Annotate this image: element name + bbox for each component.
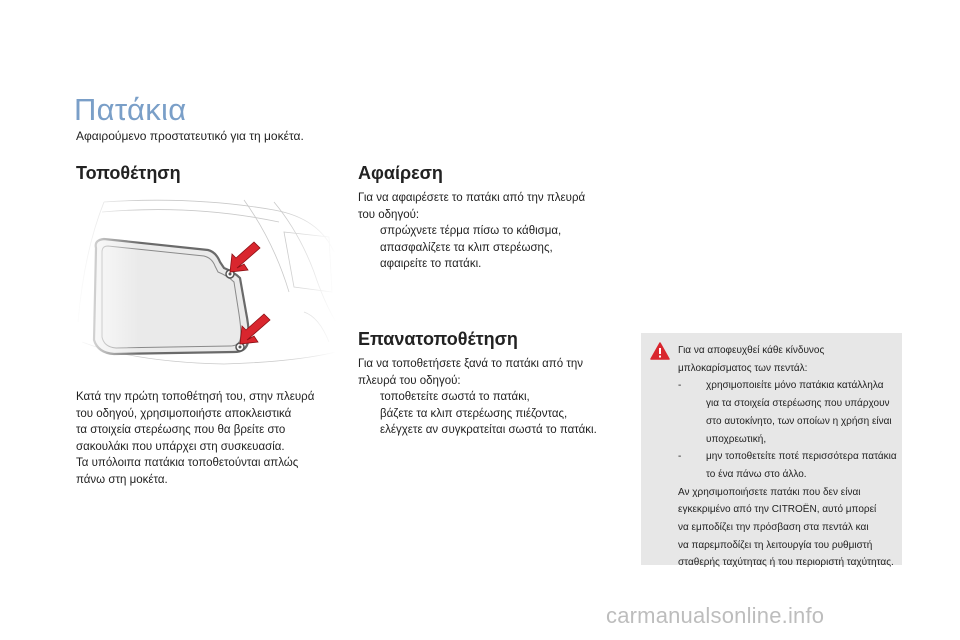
footer-watermark: carmanualsonline.info	[606, 603, 825, 628]
page-subtitle: Αφαιρούμενο προστατευτικό για τη μοκέτα.	[76, 129, 304, 143]
fitting-line: Τα υπόλοιπα πατάκια τοποθετούνται απλώς	[76, 457, 299, 469]
warning-outro-line: εγκεκριμένο από την CITROËN, αυτό μπορεί	[678, 504, 877, 516]
list-item: βάζετε τα κλιπ στερέωσης πιέζοντας,	[380, 407, 568, 420]
list-item: τοποθετείτε σωστά το πατάκι,	[380, 391, 530, 403]
removal-heading: Αφαίρεση	[358, 163, 443, 183]
removal-body	[358, 190, 628, 273]
fitting-heading: Τοποθέτηση	[76, 163, 181, 183]
warning-list-item: - μην τοποθετείτε ποτέ περισσότερα πατάκια το ένα πάνω στο άλλο.	[678, 448, 900, 483]
warning-list-item: - χρησιμοποιείτε μόνο πατάκια κατάλληλα για τα στοιχεία στερέωσης που υπάρχουν στο αυτοκίνητο, των οποίων η χρήση είναι υποχρεωτική,	[678, 377, 900, 448]
page-title: Πατάκια	[74, 92, 187, 127]
list-item: ελέγχετε αν συγκρατείται σωστά το πατάκι.	[380, 424, 597, 436]
refitting-heading: Επανατοποθέτηση	[358, 329, 518, 349]
fitting-line: τα στοιχεία στερέωσης που θα βρείτε στο	[76, 424, 286, 436]
fitting-line: πάνω στη μοκέτα.	[76, 473, 168, 486]
fitting-line: σακουλάκι που υπάρχει στη συσκευασία.	[76, 440, 285, 453]
refitting-body	[358, 356, 628, 439]
dash-icon: -	[678, 451, 682, 463]
removal-steps	[358, 223, 628, 273]
removal-intro-line: Για να αφαιρέσετε το πατάκι από την πλευρά	[358, 192, 586, 204]
refitting-intro-line: Για να τοποθετήσετε ξανά το πατάκι από την	[358, 358, 584, 370]
warning-outro-line: να εμποδίζει την πρόσβαση στα πεντάλ και	[678, 522, 869, 534]
fitting-body	[76, 389, 336, 488]
fitting-line: του οδηγού, χρησιμοποιήστε αποκλειστικά	[76, 407, 292, 420]
fitting-line: Κατά την πρώτη τοποθέτησή του, στην πλευρά	[76, 391, 315, 403]
warning-text	[678, 342, 900, 572]
warning-intro-line: μπλοκαρίσματος των πεντάλ:	[678, 362, 808, 374]
warning-icon	[650, 342, 670, 360]
warning-outro-line: Αν χρησιμοποιήσετε πατάκι που δεν είναι	[678, 486, 861, 498]
warning-intro-line: Για να αποφευχθεί κάθε κίνδυνος	[678, 345, 825, 356]
warning-outro-line: να παρεμποδίζει τη λειτουργία του ρυθμιστή	[678, 539, 873, 551]
list-item: αφαιρείτε το πατάκι.	[380, 258, 482, 270]
list-item: απασφαλίζετε τα κλιπ στερέωσης,	[380, 241, 553, 254]
floor-mat-illustration	[74, 192, 336, 368]
warning-outro-line: σταθερής ταχύτητας ή του περιοριστή ταχύτητας.	[678, 557, 894, 569]
dash-icon: -	[678, 380, 682, 392]
removal-intro-line: του οδηγού:	[358, 208, 420, 221]
refitting-steps	[358, 389, 628, 439]
refitting-intro-line: πλευρά του οδηγού:	[358, 374, 461, 387]
list-item: σπρώχνετε τέρμα πίσω το κάθισμα,	[380, 225, 562, 237]
